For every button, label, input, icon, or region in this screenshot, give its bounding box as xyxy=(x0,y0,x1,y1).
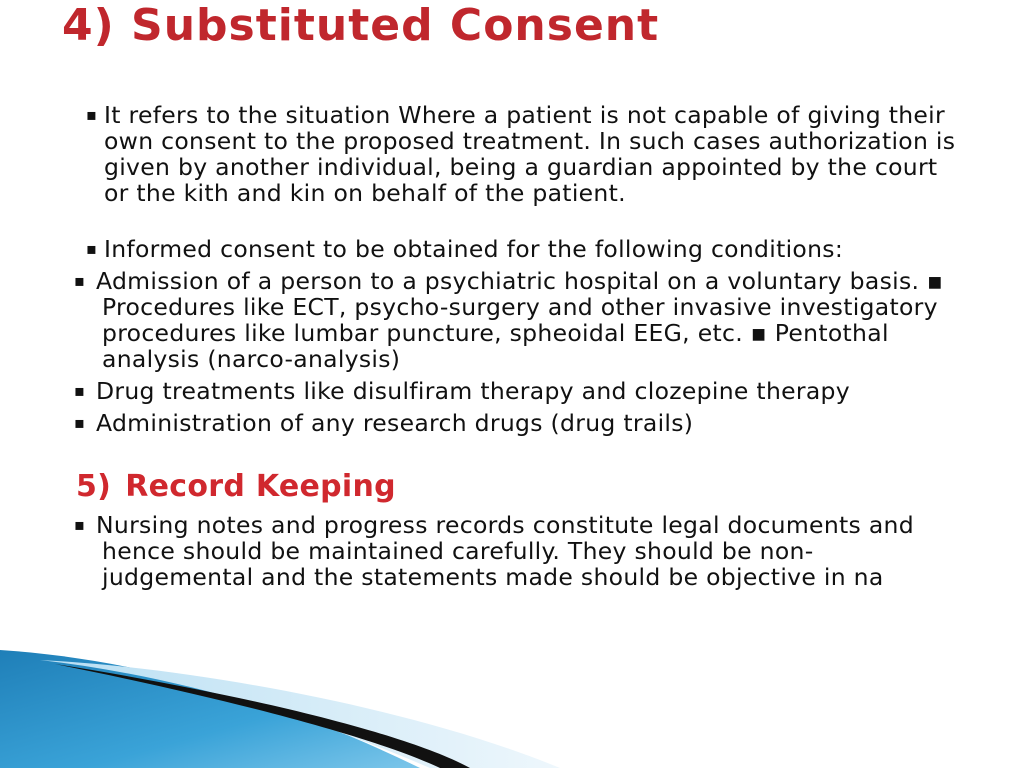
bullet-marker: ▪ xyxy=(74,271,86,290)
bullet-item xyxy=(86,236,966,262)
bullet-item xyxy=(86,102,966,206)
slide-title: 4) Substituted Consent xyxy=(62,0,660,51)
section-title: Record Keeping xyxy=(125,469,396,504)
bullet-marker: ▪ xyxy=(74,515,86,534)
bullet-item xyxy=(74,410,974,436)
bullet-marker: ▪ xyxy=(86,105,98,124)
bullet-text: Drug treatments like disulfiram therapy and clozepine therapy xyxy=(96,377,850,405)
section-number: 5) xyxy=(76,469,112,504)
bullet-text: Informed consent to be obtained for the following conditions: xyxy=(104,235,844,263)
bullet-text: Admission of a person to a psychiatric hospital on a voluntary basis. ▪ Procedures like ECT, psycho-surgery and other invasive investigatory procedures like lumbar puncture, spheoidal EEG, etc. ▪ Pentothal analysis (narco-analysis) xyxy=(96,267,944,373)
bullet-marker: ▪ xyxy=(74,381,86,400)
section-heading xyxy=(76,470,396,504)
bullet-item xyxy=(74,512,954,590)
bullet-item xyxy=(74,378,974,404)
bullet-item xyxy=(74,268,954,372)
bullet-text: Administration of any research drugs (drug trails) xyxy=(96,409,694,437)
bullet-text: Nursing notes and progress records constitute legal documents and hence should be maintained carefully. They should be non-judgemental and the statements made should be objective in na xyxy=(96,511,914,591)
bullet-text: It refers to the situation Where a patient is not capable of giving their own consent to the proposed treatment. In such cases authorization is given by another individual, being a guardian appointed by the court or the kith and kin on behalf of the patient. xyxy=(104,101,956,207)
bullet-marker: ▪ xyxy=(86,239,98,258)
bullet-marker: ▪ xyxy=(74,413,86,432)
